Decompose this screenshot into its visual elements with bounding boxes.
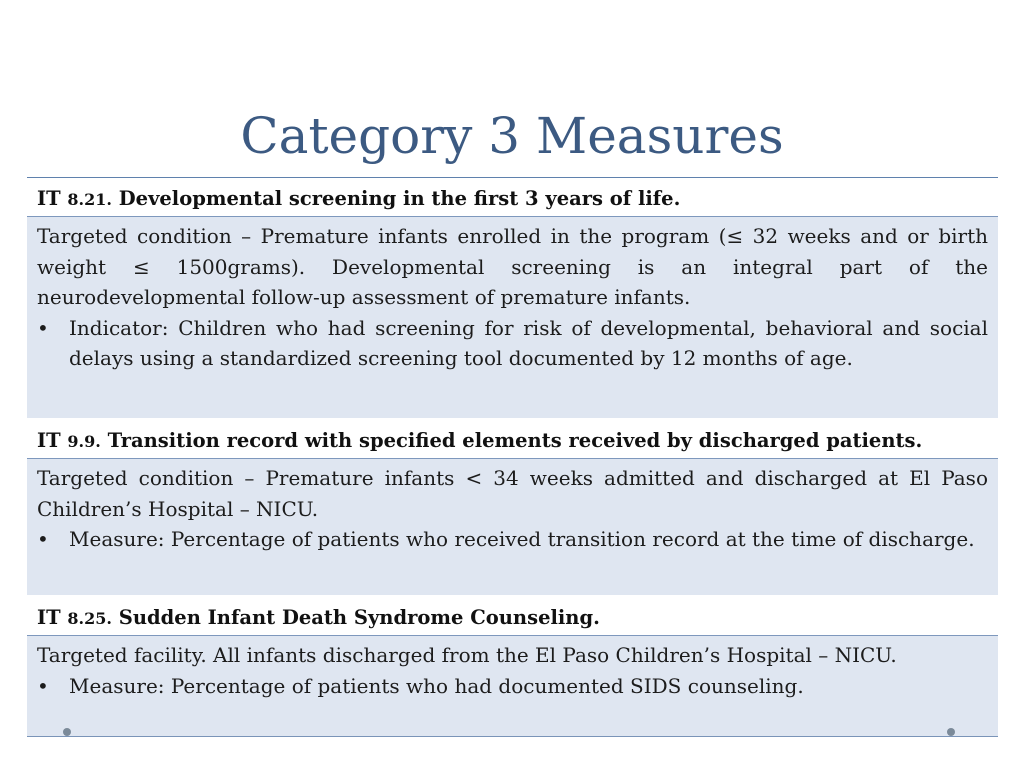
targeted-facility-text: Targeted facility. All infants discharged from the El Paso Children’s Hospital – NICU. <box>37 643 897 667</box>
bullet-list <box>37 313 988 374</box>
slide-decoration-dot-right <box>947 728 955 736</box>
measure-prefix: IT <box>37 429 68 452</box>
indicator-bullet: • Indicator: Children who had screening for risk of developmental, behavioral and social delays using a standardized screening tool documented by 12 months of age. <box>37 313 988 374</box>
measure-number: 9.9. <box>67 432 101 451</box>
measure-bullet: • Measure: Percentage of patients who had documented SIDS counseling. <box>37 671 988 702</box>
slide-title: Category 3 Measures <box>240 107 784 165</box>
measure-body-it-9-9 <box>27 458 998 595</box>
measure-prefix: IT <box>37 187 68 210</box>
bullet-list <box>37 524 988 555</box>
measure-number: 8.21. <box>67 190 112 209</box>
measure-header-it-8-21 <box>27 178 998 216</box>
measure-bullet: • Measure: Percentage of patients who received transition record at the time of discharge. <box>37 524 988 555</box>
measure-body-it-8-25 <box>27 635 998 736</box>
measure-title: Sudden Infant Death Syndrome Counseling. <box>111 606 600 629</box>
measures-table <box>27 177 998 737</box>
targeted-condition-text: Targeted condition – Premature infants enrolled in the program (≤ 32 weeks and or birth weight ≤ 1500grams). Developmental screening is an integral part of the neurodevelopmental follow-up assessment of premature infants. <box>37 224 988 310</box>
measure-number: 8.25. <box>67 609 112 628</box>
targeted-condition-text: Targeted condition – Premature infants < 34 weeks admitted and discharged at El Paso Children’s Hospital – NICU. <box>37 466 988 521</box>
measure-header-it-8-25 <box>27 595 998 635</box>
measure-header-it-9-9 <box>27 418 998 458</box>
slide-decoration-dot-left <box>63 728 71 736</box>
measure-body-it-8-21 <box>27 216 998 418</box>
bullet-list <box>37 671 988 702</box>
measure-prefix: IT <box>37 606 68 629</box>
measure-title: Developmental screening in the first 3 years of life. <box>111 187 681 210</box>
measure-title: Transition record with specified elements received by discharged patients. <box>100 429 923 452</box>
